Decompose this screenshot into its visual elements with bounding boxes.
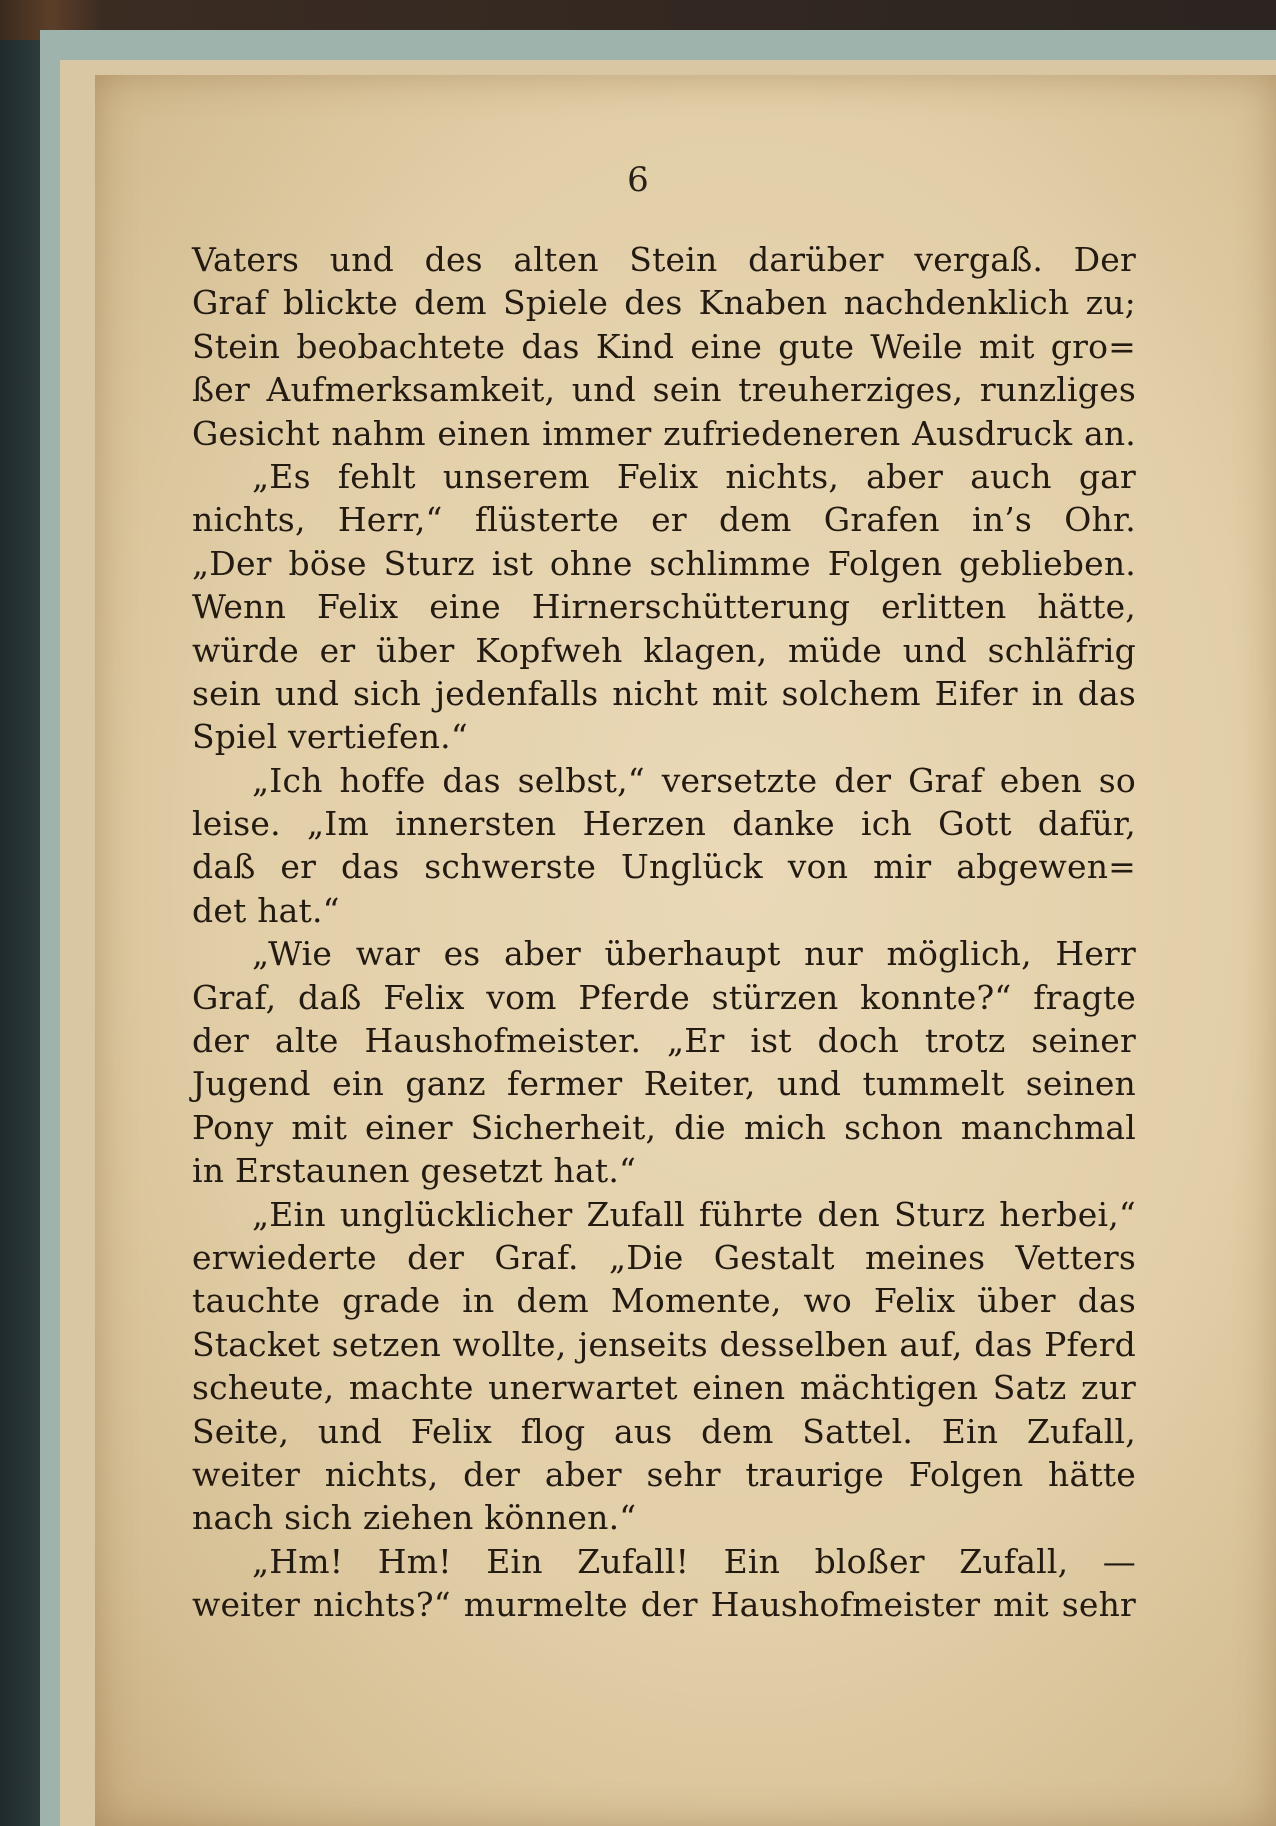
text-line: „Wie war es aber überhaupt nur möglich, Herr bbox=[252, 934, 1136, 974]
text-line: Wenn Felix eine Hirnerschütterung erlitten hätte, bbox=[192, 587, 1136, 627]
text-line: Vaters und des alten Stein darüber vergaß. Der bbox=[192, 240, 1136, 279]
text-line: Jugend ein ganz fermer Reiter, und tummelt seinen bbox=[192, 1064, 1136, 1104]
text-line: tauchte grade in dem Momente, wo Felix über das bbox=[192, 1281, 1136, 1321]
text-line: daß er das schwerste Unglück von mir abgewen= bbox=[192, 847, 1136, 887]
text-line: Stein beobachtete das Kind eine gute Weile mit gro= bbox=[192, 326, 1136, 366]
page-number: 6 bbox=[627, 160, 649, 200]
text-line: leise. „Im innersten Herzen danke ich Gott dafür, bbox=[192, 804, 1136, 844]
text-line: nichts, Herr,“ flüsterte er dem Grafen in’s Ohr. bbox=[192, 500, 1136, 540]
text-line: Gesicht nahm einen immer zufriedeneren Ausdruck an. bbox=[192, 413, 1136, 453]
text-line: scheute, machte unerwartet einen mächtigen Satz zur bbox=[192, 1368, 1136, 1408]
text-line: Graf, daß Felix vom Pferde stürzen konnte?“ fragte bbox=[192, 977, 1136, 1017]
text-line: weiter nichts?“ murmelte der Haushofmeister mit sehr bbox=[192, 1585, 1136, 1625]
page-text bbox=[192, 238, 1136, 1627]
text-line: weiter nichts, der aber sehr traurige Folgen hätte bbox=[192, 1454, 1136, 1494]
text-line: ßer Aufmerksamkeit, und sein treuherziges, runzliges bbox=[192, 370, 1136, 410]
text-line: in Erstaunen gesetzt hat.“ bbox=[192, 1151, 637, 1191]
text-line: Pony mit einer Sicherheit, die mich schon manchmal bbox=[192, 1107, 1136, 1147]
book-spine bbox=[0, 40, 40, 1826]
text-line: „Hm! Hm! Ein Zufall! Ein bloßer Zufall, — bbox=[252, 1541, 1136, 1581]
text-line: „Ein unglücklicher Zufall führte den Sturz herbei,“ bbox=[252, 1194, 1136, 1234]
text-line: „Ich hoffe das selbst,“ versetzte der Graf eben so bbox=[252, 760, 1136, 800]
text-line: erwiederte der Graf. „Die Gestalt meines Vetters bbox=[192, 1237, 1136, 1277]
text-line: der alte Haushofmeister. „Er ist doch trotz seiner bbox=[192, 1021, 1136, 1061]
text-line: „Es fehlt unserem Felix nichts, aber auch gar bbox=[252, 456, 1136, 496]
text-line: Seite, und Felix flog aus dem Sattel. Ein Zufall, bbox=[192, 1411, 1136, 1451]
text-line: Graf blickte dem Spiele des Knaben nachdenklich zu; bbox=[192, 283, 1136, 323]
text-line: det hat.“ bbox=[192, 890, 340, 930]
text-line: Stacket setzen wollte, jenseits desselben auf, das Pferd bbox=[192, 1324, 1136, 1364]
text-line: Spiel vertiefen.“ bbox=[192, 717, 468, 757]
text-line: nach sich ziehen können.“ bbox=[192, 1498, 637, 1538]
text-line: sein und sich jedenfalls nicht mit solchem Eifer in das bbox=[192, 673, 1136, 713]
text-line: „Der böse Sturz ist ohne schlimme Folgen geblieben. bbox=[192, 543, 1136, 583]
text-line: würde er über Kopfweh klagen, müde und schläfrig bbox=[192, 630, 1136, 670]
